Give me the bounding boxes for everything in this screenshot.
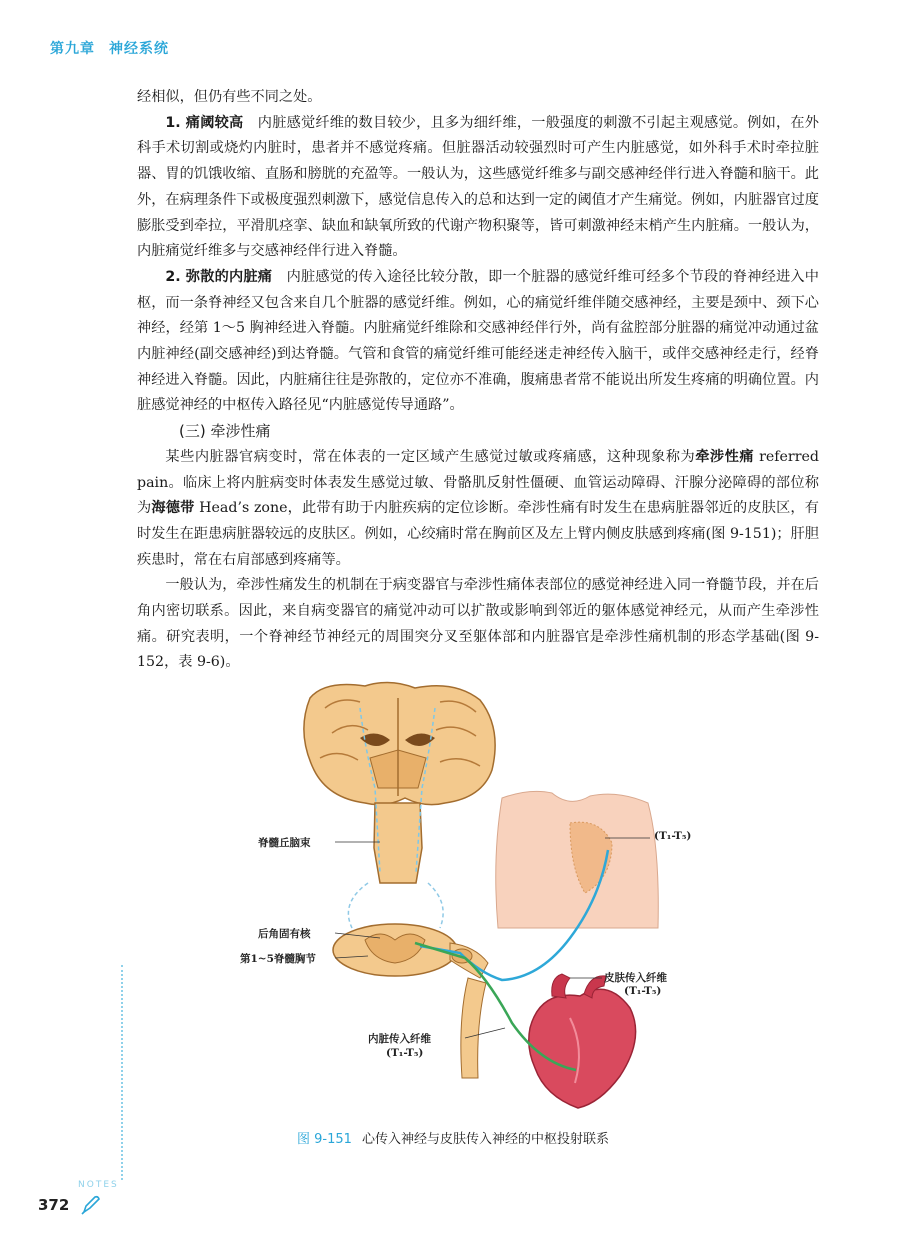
chapter-number: 第九章: [50, 41, 95, 57]
heading-pain-threshold: 1. 痛阈较高: [165, 114, 244, 131]
text-referred-a: 某些内脏器官病变时，常在体表的一定区域产生感觉过敏或疼痛感，这种现象称为: [165, 448, 696, 465]
text-pain-threshold: 内脏感觉纤维的数目较少，且多为细纤维，一般强度的刺激不引起主观感觉。例如，在外科手术切割或烧灼内脏时，患者并不感觉疼痛。但脏器活动较强烈时可产生内脏感觉，如外科手术时牵拉脏器、胃的饥饿收缩、直肠和膀胱的充盈等。一般认为，这些感觉纤维多与副交感神经伴行进入脊髓和脑干。此外，在病理条件下或极度强烈刺激下，感觉信息传入的总和达到一定的阈值才产生痛觉。例如，内脏器官过度膨胀受到牵拉，平滑肌痉挛、缺血和缺氧所致的代谢产物积聚等，皆可刺激神经末梢产生内脏痛。一般认为，内脏痛觉纤维多与交感神经伴行进入脊髓。: [137, 114, 819, 260]
projection-dashes: [348, 883, 443, 928]
notes-label: NOTES: [78, 1180, 119, 1190]
pen-icon: [80, 1194, 102, 1216]
heart: [529, 974, 636, 1108]
chapter-title: 神经系统: [109, 41, 169, 57]
heading-diffuse-pain: 2. 弥散的内脏痛: [165, 268, 273, 285]
figure-caption: [0, 1128, 906, 1147]
text-referred-b: referred pain。临床上将内脏病变时体表发生感觉过敏、骨骼肌反射性僵硬、血管运动障碍、汗腺分泌障碍的部位称为: [137, 448, 819, 517]
anatomy-illustration: [240, 678, 710, 1118]
text-referred-c: Head’s zone，此带有助于内脏疾病的定位诊断。牵涉性痛有时发生在患病脏器邻近的皮肤区，有时发生在距患病脏器较远的皮肤区。例如，心绞痛时常在胸前区及左上臂内侧皮肤感到疼痛(图 9-151)；肝胆疾患时，常在右肩部感到疼痛等。: [137, 500, 819, 568]
paragraph-referred-pain: [137, 445, 819, 574]
chapter-header: [50, 38, 169, 58]
torso: [496, 791, 659, 928]
term-head-zone: 海德带: [151, 500, 195, 517]
caption-number: 图 9-151: [297, 1132, 352, 1147]
label-spinothalamic-tract: 脊髓丘脑束: [258, 837, 311, 849]
caption-text: 心传入神经与皮肤传入神经的中枢投射联系: [361, 1132, 609, 1147]
section-heading-referred-pain: (三) 牵涉性痛: [179, 422, 271, 441]
label-visceral-afferent-range: (T₁-T₅): [386, 1047, 424, 1059]
body-text: [137, 85, 819, 676]
label-visceral-afferent: 内脏传入纤维: [368, 1033, 431, 1045]
label-chest-range: (T₁-T₅): [654, 830, 692, 842]
term-referred-pain: 牵涉性痛: [695, 448, 755, 465]
label-thoracic-segments: 第1~5脊髓胸节: [240, 953, 316, 965]
brain-section: [304, 682, 495, 883]
paragraph-pain-threshold: [137, 111, 819, 265]
paragraph-mechanism: 一般认为，牵涉性痛发生的机制在于病变器官与牵涉性痛体表部位的感觉神经进入同一脊髓节段，并在后角内密切联系。因此，来自病变器官的痛觉冲动可以扩散或影响到邻近的躯体感觉神经元，从而产生牵涉性痛。研究表明，一个脊神经节神经元的周围突分叉至躯体部和内脏器官是牵涉性痛机制的形态学基础(图 9-152，表 9-6)。: [137, 577, 819, 671]
label-skin-afferent: 皮肤传入纤维: [604, 972, 667, 984]
paragraph-diffuse-pain: [137, 265, 819, 419]
page-number: 372: [38, 1196, 70, 1214]
label-skin-afferent-range: (T₁-T₅): [624, 985, 662, 997]
label-dorsal-horn-nucleus: 后角固有核: [258, 928, 311, 940]
text-diffuse-pain: 内脏感觉的传入途径比较分散，即一个脏器的感觉纤维可经多个节段的脊神经进入中枢，而一条脊神经又包含来自几个脏器的感觉纤维。例如，心的痛觉纤维伴随交感神经，主要是颈中、颈下心神经，经第 1～5 胸神经进入脊髓。内脏痛觉纤维除和交感神经伴行外，尚有盆腔部分脏器的痛觉冲动通过盆内脏神经(副交感神经)到达脊髓。气管和食管的痛觉纤维可能经迷走神经传入脑干，或伴交感神经走行，经脊神经进入脊髓。因此，内脏痛往往是弥散的，定位亦不准确，腹痛患者常不能说出所发生疼痛的明确位置。内脏感觉神经的中枢传入路径见“内脏感觉传导通路”。: [137, 268, 819, 414]
notes-margin-line: [121, 965, 123, 1180]
paragraph-continued: 经相似，但仍有些不同之处。: [137, 89, 322, 105]
figure-9-151: [240, 678, 710, 1118]
